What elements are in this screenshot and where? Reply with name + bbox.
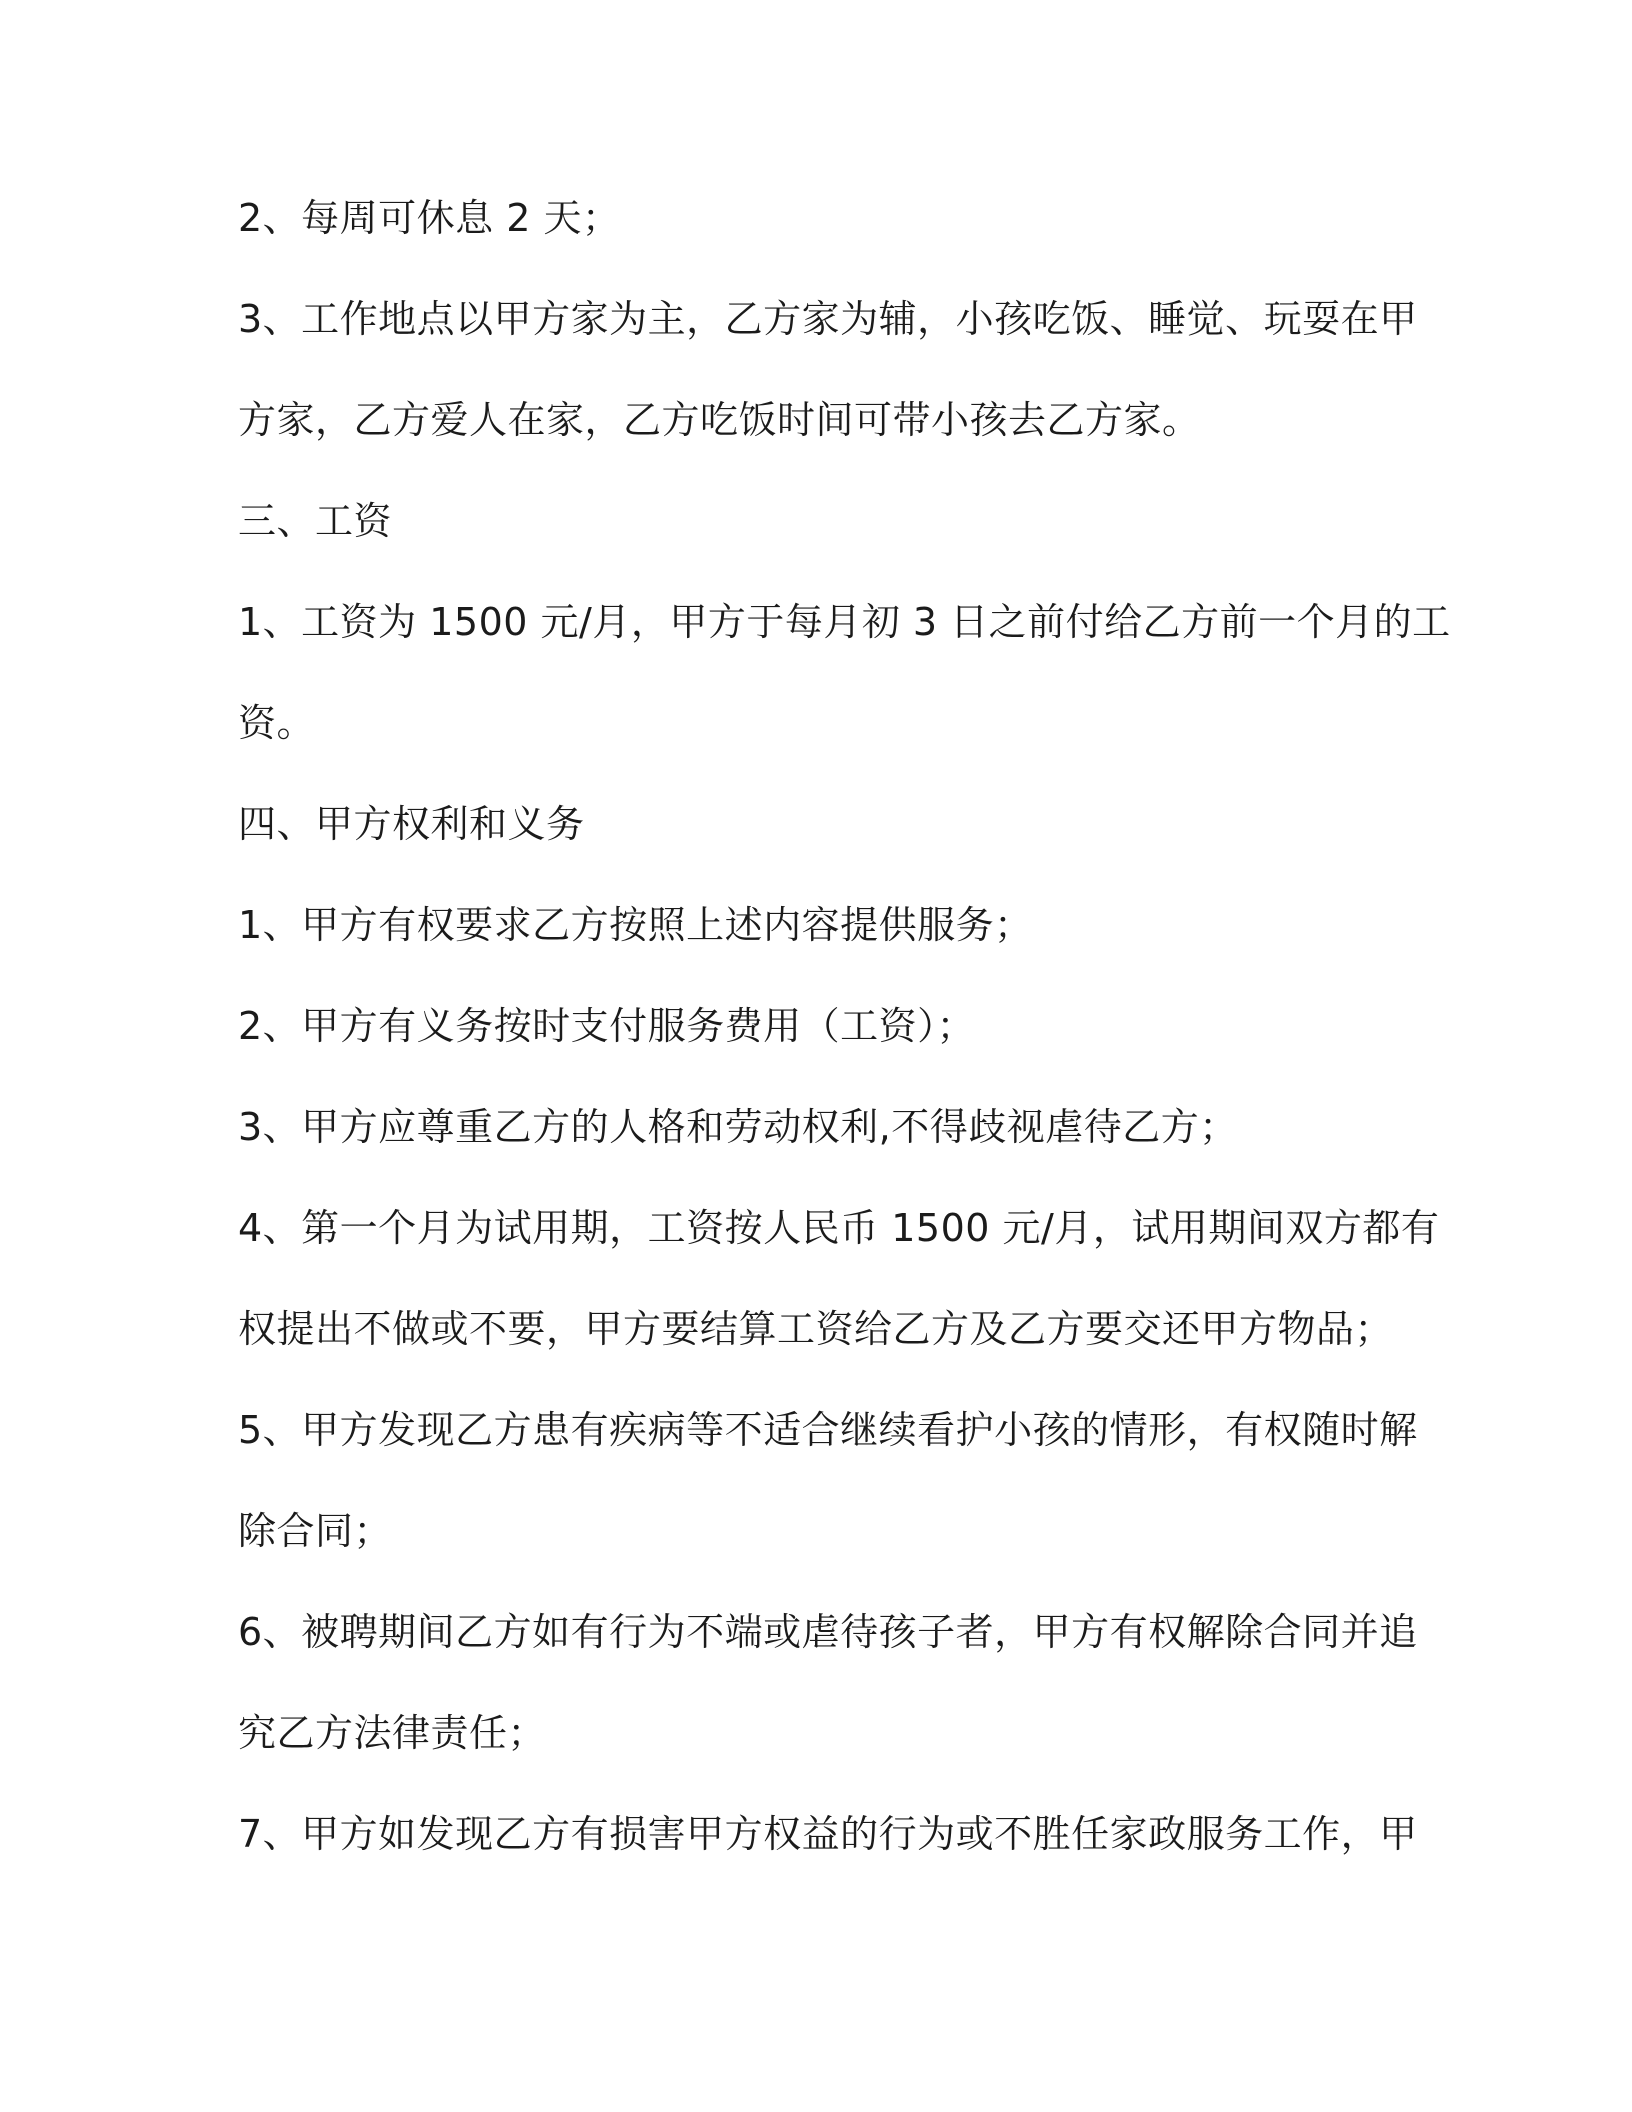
clause-line: 1、工资为 1500 元/月，甲方于每月初 3 日之前付给乙方前一个月的工 xyxy=(238,600,1451,644)
clause-line: 权提出不做或不要，甲方要结算工资给乙方及乙方要交还甲方物品； xyxy=(238,1307,1394,1351)
clause-line: 7、甲方如发现乙方有损害甲方权益的行为或不胜任家政服务工作，甲 xyxy=(238,1812,1418,1856)
clause-line: 1、甲方有权要求乙方按照上述内容提供服务； xyxy=(238,903,1033,947)
clause-line: 3、甲方应尊重乙方的人格和劳动权利,不得歧视虐待乙方； xyxy=(238,1105,1238,1149)
clause-line: 资。 xyxy=(238,701,316,745)
clause-line: 4、第一个月为试用期，工资按人民币 1500 元/月，试用期间双方都有 xyxy=(238,1206,1440,1250)
clause-line: 5、甲方发现乙方患有疾病等不适合继续看护小孩的情形，有权随时解 xyxy=(238,1408,1418,1452)
contract-body xyxy=(238,178,1451,1895)
clause-line: 3、工作地点以甲方家为主，乙方家为辅，小孩吃饭、睡觉、玩耍在甲 xyxy=(238,297,1418,341)
clause-line: 2、甲方有义务按时支付服务费用（工资）； xyxy=(238,1004,976,1048)
clause-line: 方家，乙方爱人在家，乙方吃饭时间可带小孩去乙方家。 xyxy=(238,398,1201,442)
section-heading: 三、工资 xyxy=(238,499,393,543)
clause-line: 究乙方法律责任； xyxy=(238,1711,547,1755)
section-heading: 四、甲方权利和义务 xyxy=(238,802,585,846)
clause-line: 除合同； xyxy=(238,1509,393,1553)
clause-line: 2、每周可休息 2 天； xyxy=(238,196,621,240)
clause-line: 6、被聘期间乙方如有行为不端或虐待孩子者，甲方有权解除合同并追 xyxy=(238,1610,1418,1654)
